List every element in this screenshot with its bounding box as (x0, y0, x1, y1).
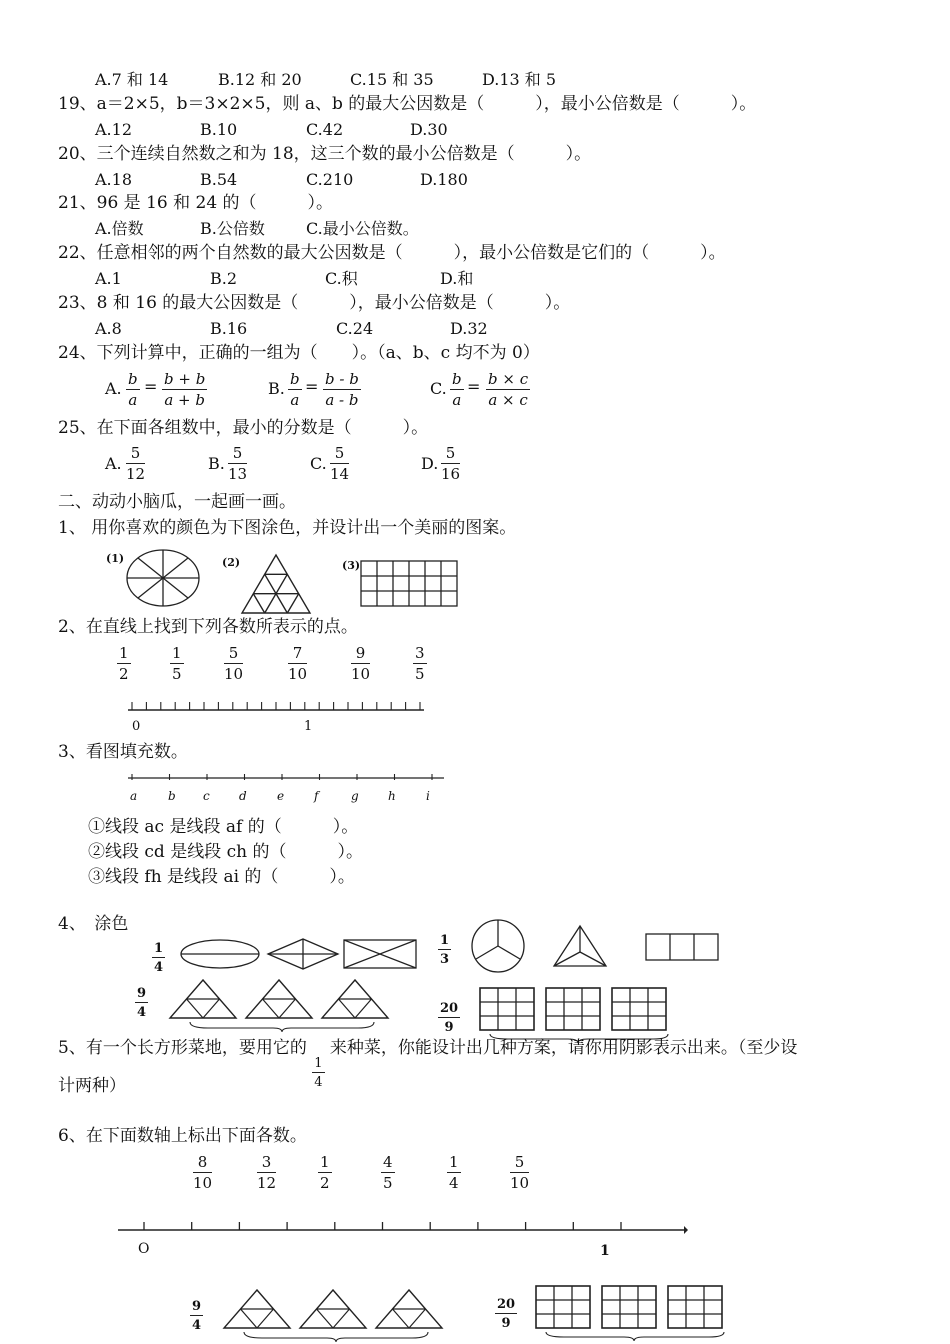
q24-option-b-label: B. (268, 379, 285, 398)
fraction-denominator: 5 (172, 665, 182, 683)
p3-question-3: ③线段 fh 是线段 ai 的（ ）。 (88, 867, 355, 887)
q25-option-b-fraction (228, 446, 247, 482)
q22-stem: 22、任意相邻的两个自然数的最大公因数是（ ），最小公倍数是它们的（ ）。 (58, 243, 726, 263)
repeat-grid-groups (534, 1284, 744, 1344)
q18-option-d: D.13 和 5 (482, 70, 557, 89)
fraction-denominator: 16 (441, 465, 461, 483)
q24-option-a-label: A. (105, 379, 122, 398)
fraction-numerator: 5 (445, 444, 456, 462)
fraction-denominator: a + b (164, 391, 205, 409)
fraction-numerator: 1 (314, 1056, 323, 1071)
fraction-denominator: 10 (510, 1174, 530, 1192)
q25-option-a-label: A. (105, 454, 122, 473)
p2-axis-zero: 0 (132, 719, 141, 734)
grid-shape (546, 988, 600, 1030)
fraction-denominator: 2 (320, 1174, 330, 1192)
q24-option-b-equals: = (305, 377, 319, 396)
grid-shape (668, 1286, 722, 1328)
fraction-denominator: 5 (383, 1174, 393, 1192)
brace-shape (190, 1022, 374, 1032)
q25-option-d-label: D. (421, 454, 439, 473)
fraction-numerator: 1 (154, 941, 164, 956)
p5-fraction-one-quarter (312, 1057, 324, 1089)
p2-number-line (128, 698, 428, 718)
q22-option-d: D.和 (440, 269, 474, 288)
q24-option-a-equals: = (144, 377, 158, 396)
q25-option-d-fraction (441, 446, 460, 482)
fraction-numerator: 20 (497, 1297, 516, 1312)
q25-option-c-label: C. (310, 454, 327, 473)
fraction-numerator: b (128, 370, 138, 388)
fraction-numerator: b (452, 370, 462, 388)
fraction-numerator: 4 (383, 1153, 393, 1171)
fraction-numerator: 1 (440, 933, 450, 948)
fraction-denominator: 10 (351, 665, 371, 683)
point-label: g (351, 789, 359, 803)
fraction-denominator: a (128, 391, 138, 409)
p3-segment-line (128, 772, 448, 788)
q20-option-b: B.54 (200, 170, 238, 189)
q19-option-d: D.30 (410, 120, 448, 139)
q19-option-c: C.42 (306, 120, 344, 139)
p3-stem: 3、看图填充数。 (58, 742, 188, 762)
fraction-numerator: 5 (232, 444, 243, 462)
fraction-denominator: 12 (257, 1174, 277, 1192)
point-label: d (239, 789, 247, 803)
fraction-numerator: 1 (449, 1153, 459, 1171)
fraction-denominator: 9 (444, 1020, 454, 1035)
fraction-denominator: 4 (192, 1318, 202, 1333)
fraction-denominator: 4 (314, 1075, 323, 1090)
p4-fraction-twenty-ninths (438, 1002, 460, 1034)
q23-option-c: C.24 (336, 319, 374, 338)
fraction-denominator: 4 (449, 1174, 459, 1192)
q20-stem: 20、三个连续自然数之和为 18，这三个数的最小公倍数是（ ）。 (58, 144, 592, 164)
point-label: a (130, 789, 138, 803)
repeat-fraction-twenty-ninths (495, 1298, 517, 1330)
q25-option-c-fraction (330, 446, 349, 482)
q21-stem: 21、96 是 16 和 24 的（ ）。 (58, 193, 334, 213)
fraction-numerator: 5 (514, 1153, 525, 1171)
p4-stem: 4、 涂色 (58, 914, 129, 934)
p6-fraction (381, 1155, 395, 1191)
p2-fraction (413, 646, 427, 682)
q21-option-a: A.倍数 (95, 219, 144, 238)
p2-fraction (117, 646, 131, 682)
fraction-denominator: 4 (154, 960, 164, 975)
p6-fraction (510, 1155, 529, 1191)
p5-stem-end: 来种菜，你能设计出几种方案，请你用阴影表示出来。（至少设 (329, 1038, 798, 1058)
p5-stem-start: 5、有一个长方形菜地，要用它的 (58, 1038, 307, 1058)
q24-option-c-rhs (486, 372, 530, 408)
fraction-numerator: b + b (164, 370, 206, 388)
fraction-denominator: 9 (501, 1316, 511, 1331)
q24-option-c-equals: = (467, 377, 481, 396)
fraction-denominator: 12 (126, 465, 146, 483)
q18-option-c: C.15 和 35 (350, 70, 434, 89)
q24-option-c-lhs (450, 372, 464, 408)
p6-axis-origin: O (138, 1241, 150, 1257)
triangle-grid-figure (240, 553, 314, 615)
fraction-numerator: b (290, 370, 300, 388)
brace-shape (546, 1332, 724, 1341)
fraction-numerator: b × c (488, 370, 529, 388)
fraction-denominator: 2 (119, 665, 129, 683)
section-title: 二、动动小脑瓜，一起画一画。 (58, 492, 296, 512)
fraction-numerator: 5 (334, 444, 345, 462)
p6-number-line (118, 1218, 688, 1240)
q19-option-a: A.12 (95, 120, 132, 139)
q24-option-a-lhs (126, 372, 140, 408)
p4-shapes-row-1 (180, 936, 420, 972)
fraction-denominator: 14 (330, 465, 350, 483)
q19-stem: 19、a＝2×5，b＝3×2×5，则 a、b 的最大公因数是（ ），最小公倍数是（ ）。 (58, 94, 757, 114)
p1-stem: 1、 用你喜欢的颜色为下图涂色，并设计出一个美丽的图案。 (58, 518, 517, 538)
q21-option-c: C.最小公倍数。 (306, 219, 419, 238)
fraction-numerator: 3 (261, 1153, 272, 1171)
brace-shape (244, 1332, 428, 1342)
circle-eight-sectors-figure (125, 548, 205, 610)
fraction-denominator: a - b (325, 391, 359, 409)
q18-option-a: A.7 和 14 (95, 70, 169, 89)
fraction-numerator: 1 (119, 644, 129, 662)
fraction-denominator: 10 (224, 665, 244, 683)
grid-shape (602, 1286, 656, 1328)
rectangle-grid-figure (360, 560, 458, 608)
p2-fraction (351, 646, 370, 682)
fraction-denominator: 5 (415, 665, 425, 683)
fraction-denominator: 10 (193, 1174, 213, 1192)
p6-fraction (447, 1155, 461, 1191)
point-label: e (277, 789, 285, 803)
repeat-fraction-nine-quarters (190, 1300, 203, 1332)
q20-option-d: D.180 (420, 170, 468, 189)
q22-option-b: B.2 (210, 269, 238, 288)
q25-stem: 25、在下面各组数中，最小的分数是（ ）。 (58, 418, 429, 438)
p5-stem-line-2: 计两种） (58, 1076, 126, 1096)
p6-fraction (318, 1155, 332, 1191)
point-label: c (203, 789, 210, 803)
point-label: f (314, 789, 319, 803)
fraction-numerator: 7 (292, 644, 303, 662)
fraction-denominator: 4 (137, 1005, 147, 1020)
q23-option-a: A.8 (95, 319, 122, 338)
fraction-numerator: 8 (197, 1153, 208, 1171)
point-label: b (168, 789, 176, 803)
fraction-denominator: a (290, 391, 300, 409)
p4-grid-groups (478, 986, 688, 1042)
point-label: i (426, 789, 430, 803)
q25-option-a-fraction (126, 446, 145, 482)
fraction-denominator: 10 (288, 665, 308, 683)
q24-option-c-label: C. (430, 379, 447, 398)
fraction-numerator: b - b (325, 370, 359, 388)
q22-option-a: A.1 (95, 269, 122, 288)
p5-stem (58, 1040, 797, 1089)
p4-fraction-one-third (438, 934, 451, 966)
q20-option-a: A.18 (95, 170, 132, 189)
fraction-numerator: 1 (320, 1153, 330, 1171)
fraction-denominator: 3 (440, 952, 450, 967)
point-label: h (388, 789, 396, 803)
q22-option-c: C.积 (325, 269, 358, 288)
p6-fraction (257, 1155, 276, 1191)
p6-axis-one: 1 (600, 1243, 610, 1259)
fraction-numerator: 1 (172, 644, 182, 662)
p2-axis-one: 1 (304, 719, 313, 734)
q24-stem: 24、下列计算中，正确的一组为（ ）。（a、b、c 均不为 0） (58, 343, 540, 363)
q24-option-b-rhs (323, 372, 361, 408)
q23-option-d: D.32 (450, 319, 488, 338)
q23-stem: 23、8 和 16 的最大公因数是（ ），最小公倍数是（ ）。 (58, 293, 571, 313)
p2-fraction (288, 646, 307, 682)
q18-option-b: B.12 和 20 (218, 70, 302, 89)
q24-option-a-rhs (162, 372, 207, 408)
q24-option-b-lhs (288, 372, 302, 408)
p3-question-1: ①线段 ac 是线段 af 的（ ）。 (88, 817, 359, 837)
p4-fraction-one-quarter (152, 942, 165, 974)
q19-option-b: B.10 (200, 120, 238, 139)
grid-shape (480, 988, 534, 1030)
fraction-numerator: 5 (130, 444, 141, 462)
p2-fraction (170, 646, 184, 682)
fraction-numerator: 9 (192, 1299, 202, 1314)
grid-shape (536, 1286, 590, 1328)
p3-question-2: ②线段 cd 是线段 ch 的（ ）。 (88, 842, 363, 862)
fraction-numerator: 5 (228, 644, 239, 662)
fraction-denominator: a × c (488, 391, 528, 409)
q20-option-c: C.210 (306, 170, 354, 189)
q25-option-b-label: B. (208, 454, 225, 473)
p4-triangle-groups (168, 978, 398, 1028)
q21-option-b: B.公倍数 (200, 219, 265, 238)
repeat-triangle-groups (222, 1288, 452, 1344)
figure-label-1: (1) (106, 552, 125, 565)
fraction-numerator: 9 (355, 644, 366, 662)
fraction-numerator: 3 (415, 644, 425, 662)
figure-label-3: (3) (342, 559, 361, 572)
p2-fraction (224, 646, 243, 682)
p6-stem: 6、在下面数轴上标出下面各数。 (58, 1126, 307, 1146)
axis-arrow-icon (684, 1226, 688, 1234)
q23-option-b: B.16 (210, 319, 248, 338)
fraction-denominator: a (452, 391, 462, 409)
figure-label-2: (2) (222, 556, 241, 569)
fraction-denominator: 13 (228, 465, 248, 483)
fraction-numerator: 9 (137, 986, 147, 1001)
grid-shape (612, 988, 666, 1030)
p4-fraction-nine-quarters (135, 987, 148, 1019)
p2-stem: 2、在直线上找到下列各数所表示的点。 (58, 617, 358, 637)
p6-fraction (193, 1155, 212, 1191)
fraction-numerator: 20 (440, 1001, 459, 1016)
p4-shapes-row-2 (470, 924, 720, 970)
